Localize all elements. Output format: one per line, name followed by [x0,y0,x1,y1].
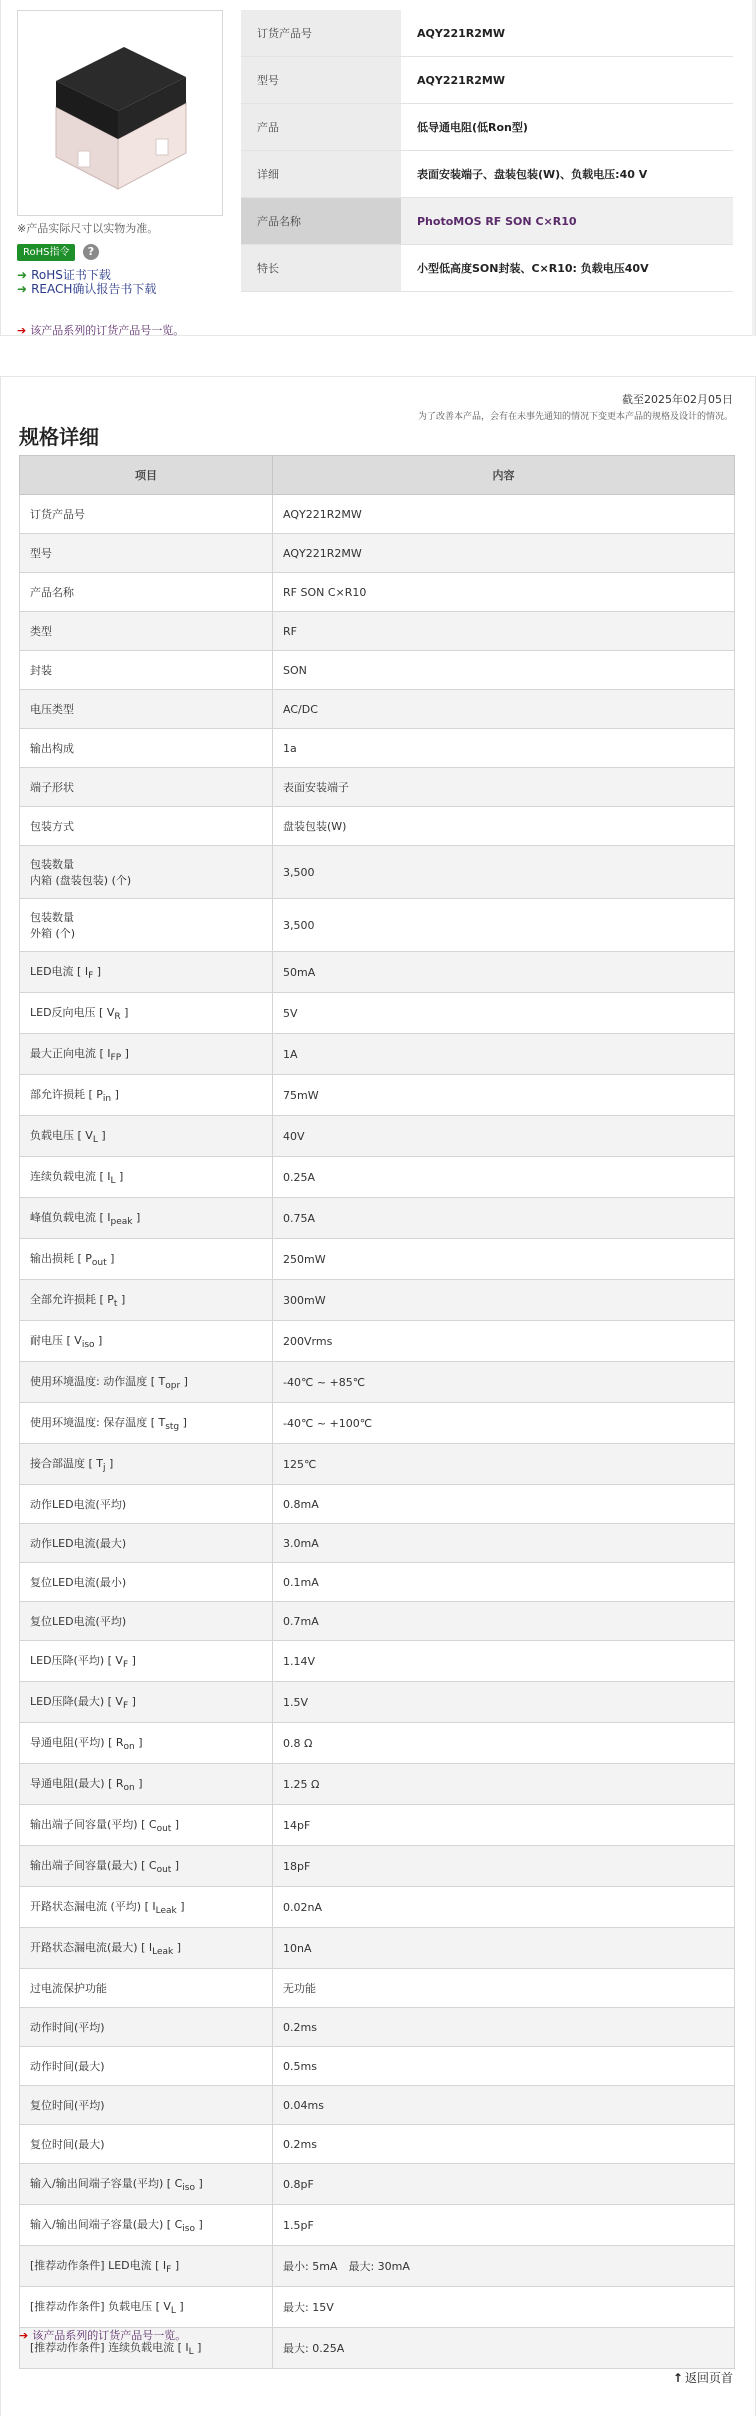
spec-item: [推荐动作条件] LED电流 [ $I_F$ ] [20,2246,273,2287]
spec-row [20,2246,735,2287]
info-value: 表面安装端子、盘装包装(W)、负载电压:40 V [401,151,733,198]
spec-value: 0.25A [273,1157,735,1198]
spec-item: LED电流 [ $I_F$ ] [20,952,273,993]
info-value: 小型低高度SON封装、C×R10: 负载电压40V [401,245,733,292]
spec-table [19,455,735,2369]
spec-item: LED压降(平均) [ $V_F$ ] [20,1641,273,1682]
spec-value: 3,500 [273,846,735,899]
spec-item: 开路状态漏电流(最大) [ $I_{Leak}$ ] [20,1928,273,1969]
spec-item: 订货产品号 [20,495,273,534]
spec-row [20,495,735,534]
spec-detail-panel [0,376,756,2416]
spec-item: 动作LED电流(平均) [20,1485,273,1524]
spec-row [20,768,735,807]
spec-item: 复位LED电流(平均) [20,1602,273,1641]
spec-row [20,1116,735,1157]
spec-row [20,2086,735,2125]
spec-row [20,1928,735,1969]
spec-value: 0.8mA [273,1485,735,1524]
spec-value: RF [273,612,735,651]
spec-row [20,1034,735,1075]
product-info-table [241,10,733,292]
info-row [241,245,733,292]
arrow-up-icon: ↑ [672,2371,683,2385]
spec-row [20,1805,735,1846]
arrow-right-icon: ➔ [17,324,27,337]
spec-item: [推荐动作条件] 负载电压 [ $V_L$ ] [20,2287,273,2328]
spec-row [20,1641,735,1682]
spec-item: 包装数量 外箱 (个) [20,899,273,952]
spec-row [20,1444,735,1485]
as-of-date: 截至2025年02月05日 为了改善本产品，会有在未事先通知的情况下变更本产品的规格及设计的情况。 [417,393,733,422]
spec-row [20,2047,735,2086]
spec-row [20,1362,735,1403]
spec-item: 导通电阻(平均) [ $R_{on}$ ] [20,1723,273,1764]
spec-value: 最大: 15V [273,2287,735,2328]
spec-item: 过电流保护功能 [20,1969,273,2008]
spec-value: -40℃ ~ +85℃ [273,1362,735,1403]
arrow-right-icon: ➜ [17,282,28,296]
spec-item: 导通电阻(最大) [ $R_{on}$ ] [20,1764,273,1805]
spec-row [20,1723,735,1764]
spec-row [20,1969,735,2008]
spec-value: 14pF [273,1805,735,1846]
spec-value: SON [273,651,735,690]
info-row [241,151,733,198]
spec-row [20,807,735,846]
spec-item: 连续负载电流 [ $I_L$ ] [20,1157,273,1198]
spec-item: 型号 [20,534,273,573]
info-key: 产品 [241,104,401,151]
spec-item: 产品名称 [20,573,273,612]
arrow-right-icon: ➜ [17,268,28,282]
spec-item: 输出端子间容量(最大) [ $C_{out}$ ] [20,1846,273,1887]
spec-disclaimer: 为了改善本产品，会有在未事先通知的情况下变更本产品的规格及设计的情况。 [417,412,733,422]
spec-value: 50mA [273,952,735,993]
spec-item: 输出构成 [20,729,273,768]
spec-item: 动作时间(最大) [20,2047,273,2086]
spec-item: 复位时间(最大) [20,2125,273,2164]
spec-item: 最大正向电流 [ $I_{FP}$ ] [20,1034,273,1075]
spec-value: 0.02nA [273,1887,735,1928]
series-part-list-link-bottom[interactable]: ➔ 该产品系列的订货产品号一览。 [19,2329,187,2342]
spec-row [20,2164,735,2205]
spec-item: LED压降(最大) [ $V_F$ ] [20,1682,273,1723]
spec-item: 部允许损耗 [ $P_{in}$ ] [20,1075,273,1116]
spec-value: 3,500 [273,899,735,952]
spec-item: 输入/输出间端子容量(最大) [ $C_{iso}$ ] [20,2205,273,2246]
spec-row [20,1239,735,1280]
product-summary-panel [0,0,756,336]
spec-value: 1A [273,1034,735,1075]
spec-row [20,573,735,612]
spec-row [20,1524,735,1563]
spec-value: 125℃ [273,1444,735,1485]
spec-item: 封装 [20,651,273,690]
spec-value: 0.75A [273,1198,735,1239]
back-to-top-link[interactable]: ↑ 返回页首 [672,2371,733,2385]
spec-row [20,534,735,573]
info-value: 低导通电阻(低Ron型) [401,104,733,151]
spec-value: 最小: 5mA 最大: 30mA [273,2246,735,2287]
spec-row [20,1280,735,1321]
spec-item: 包装数量 内箱 (盘装包装) (个) [20,846,273,899]
info-row [241,10,733,57]
spec-value: 1.5V [273,1682,735,1723]
spec-value: 0.2ms [273,2008,735,2047]
spec-row [20,2205,735,2246]
spec-row [20,2125,735,2164]
spec-row [20,1682,735,1723]
spec-row [20,651,735,690]
relay-chip-illustration [18,11,222,215]
spec-item: 端子形状 [20,768,273,807]
spec-row [20,1403,735,1444]
spec-row [20,690,735,729]
info-key: 特长 [241,245,401,292]
product-image [17,10,223,216]
spec-row [20,2287,735,2328]
column-header-item: 项目 [20,456,273,495]
spec-item: 电压类型 [20,690,273,729]
info-row [241,104,733,151]
info-value: AQY221R2MW [401,57,733,104]
spec-row [20,1563,735,1602]
info-row [241,198,733,245]
spec-value: 0.1mA [273,1563,735,1602]
spec-row [20,1764,735,1805]
spec-value: 0.7mA [273,1602,735,1641]
spec-row [20,1485,735,1524]
spec-row [20,899,735,952]
spec-item: 复位LED电流(最小) [20,1563,273,1602]
spec-value: 10nA [273,1928,735,1969]
rohs-badge[interactable]: RoHS指令 [17,244,75,261]
spec-item: 包装方式 [20,807,273,846]
info-key: 详细 [241,151,401,198]
spec-value: 3.0mA [273,1524,735,1563]
spec-row [20,612,735,651]
info-value: AQY221R2MW [401,10,733,57]
spec-value: 表面安装端子 [273,768,735,807]
spec-value: 1.14V [273,1641,735,1682]
spec-value: 0.8pF [273,2164,735,2205]
spec-value: 0.8 Ω [273,1723,735,1764]
spec-item: 输出端子间容量(平均) [ $C_{out}$ ] [20,1805,273,1846]
series-part-list-link[interactable]: ➔ 该产品系列的订货产品号一览。 [17,324,185,337]
spec-item: [推荐动作条件] 连续负载电流 [ $I_L$ ] [20,2328,273,2369]
spec-item: 输出损耗 [ $P_{out}$ ] [20,1239,273,1280]
column-header-value: 内容 [273,456,735,495]
spec-item: 峰值负载电流 [ $I_{peak}$ ] [20,1198,273,1239]
spec-item: 类型 [20,612,273,651]
spec-item: 负载电压 [ $V_L$ ] [20,1116,273,1157]
spec-value: 18pF [273,1846,735,1887]
spec-row [20,1321,735,1362]
spec-value: 盘装包装(W) [273,807,735,846]
spec-row [20,1157,735,1198]
spec-value: RF SON C×R10 [273,573,735,612]
spec-item: 开路状态漏电流 (平均) [ $I_{Leak}$ ] [20,1887,273,1928]
info-key: 型号 [241,57,401,104]
rohs-certificate-download-link[interactable]: ➜ RoHS证书下载 [17,268,111,282]
product-name-link[interactable]: PhotoMOS RF SON C×R10 [401,198,733,245]
spec-value: 75mW [273,1075,735,1116]
spec-value: 1.5pF [273,2205,735,2246]
spec-row [20,846,735,899]
spec-item: 使用环境温度: 动作温度 [ $T_{opr}$ ] [20,1362,273,1403]
spec-value: 5V [273,993,735,1034]
spec-value: 最大: 0.25A [273,2328,735,2369]
spec-value: 0.5ms [273,2047,735,2086]
spec-value: 200Vrms [273,1321,735,1362]
info-key: 订货产品号 [241,10,401,57]
spec-table-header [20,456,735,495]
spec-value: AQY221R2MW [273,534,735,573]
spec-item: 耐电压 [ $V_{iso}$ ] [20,1321,273,1362]
spec-value: 1a [273,729,735,768]
info-row [241,57,733,104]
spec-value: 250mW [273,1239,735,1280]
spec-value: 300mW [273,1280,735,1321]
spec-value: 无功能 [273,1969,735,2008]
spec-row [20,1887,735,1928]
spec-row [20,2008,735,2047]
reach-report-download-link[interactable]: ➜ REACH确认报告书下载 [17,282,157,296]
spec-item: 动作LED电流(最大) [20,1524,273,1563]
spec-row [20,1198,735,1239]
spec-value: AQY221R2MW [273,495,735,534]
spec-value: 40V [273,1116,735,1157]
spec-row [20,729,735,768]
image-size-note: ※产品实际尺寸以实物为准。 [17,222,159,235]
info-key: 产品名称 [241,198,401,245]
spec-item: 使用环境温度: 保存温度 [ $T_{stg}$ ] [20,1403,273,1444]
spec-item: 动作时间(平均) [20,2008,273,2047]
spec-item: 全部允许损耗 [ $P_t$ ] [20,1280,273,1321]
spec-item: 接合部温度 [ $T_j$ ] [20,1444,273,1485]
spec-row [20,1846,735,1887]
spec-value: 0.04ms [273,2086,735,2125]
panel-edge [752,0,755,336]
spec-item: 输入/输出间端子容量(平均) [ $C_{iso}$ ] [20,2164,273,2205]
spec-item: 复位时间(平均) [20,2086,273,2125]
spec-row [20,952,735,993]
spec-value: AC/DC [273,690,735,729]
spec-item: LED反向电压 [ $V_R$ ] [20,993,273,1034]
spec-row [20,1602,735,1641]
help-icon[interactable]: ? [83,244,99,260]
spec-value: 0.2ms [273,2125,735,2164]
arrow-right-icon: ➔ [19,2329,29,2342]
spec-row [20,993,735,1034]
spec-value: -40℃ ~ +100℃ [273,1403,735,1444]
spec-row [20,1075,735,1116]
spec-value: 1.25 Ω [273,1764,735,1805]
spec-title: 规格详细 [19,425,99,449]
